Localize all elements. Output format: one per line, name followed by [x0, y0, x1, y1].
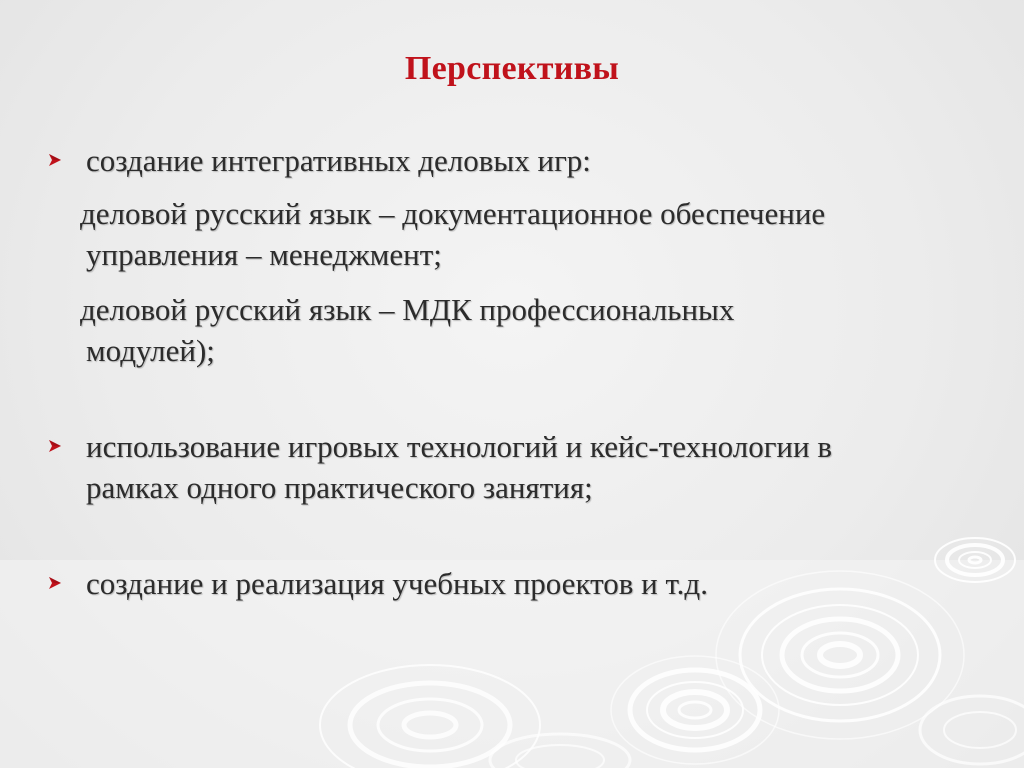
bullet-text: рамках одного практического занятия; [86, 470, 593, 505]
bullet-text: использование игровых технологий и кейс-технологии в [86, 429, 832, 464]
bullet-item [48, 563, 948, 604]
bullet-text: создание интегративных деловых игр: [86, 143, 591, 178]
chevron-right-icon [48, 439, 62, 453]
sub-item-line: деловой русский язык – МДК профессиональных [80, 292, 735, 327]
bullet-item [48, 140, 948, 181]
sub-item-line: деловой русский язык – документационное обеспечение [80, 196, 826, 231]
bullet-list [48, 140, 948, 604]
bullet-item [48, 426, 948, 508]
bullet-text: создание и реализация учебных проектов и т.д. [86, 566, 708, 601]
sub-item [48, 193, 948, 275]
sub-item-line: модулей); [86, 333, 215, 368]
chevron-right-icon [48, 153, 62, 167]
slide-title: Перспективы [404, 50, 620, 87]
sub-item-line: управления – менеджмент; [86, 237, 442, 272]
sub-item [48, 289, 948, 371]
chevron-right-icon [48, 576, 62, 590]
